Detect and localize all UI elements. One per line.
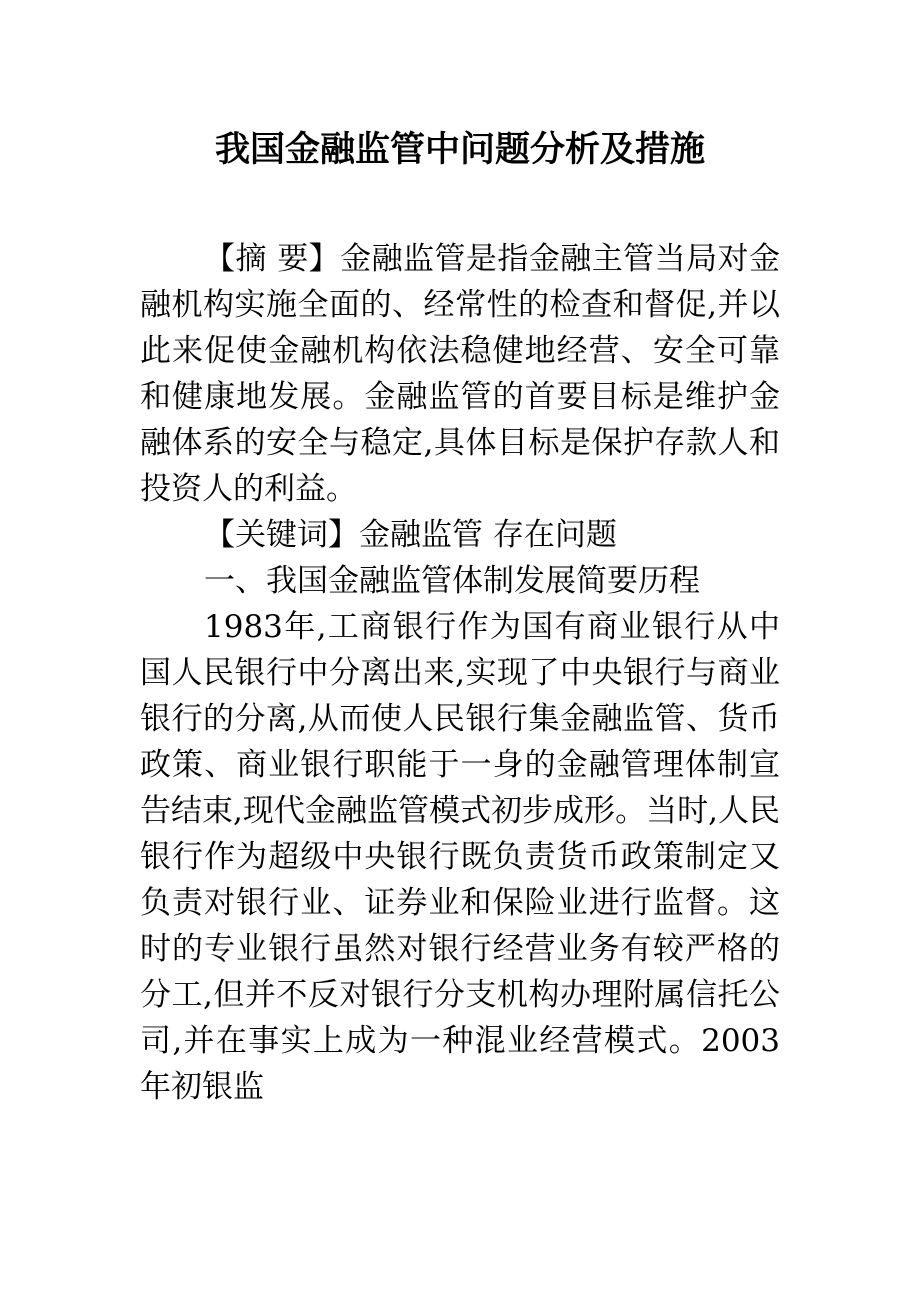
section-heading: 一、我国金融监管体制发展简要历程 bbox=[204, 563, 700, 599]
document-body bbox=[140, 236, 780, 1110]
abstract-paragraph: 【摘 要】金融监管是指金融主管当局对金融机构实施全面的、经常性的检查和督促,并以此来促使金融机构依法稳健地经营、安全可靠和健康地发展。金融监管的首要目标是维护金融体系的安全与稳定,具体目标是保护存款人和投资人的利益。 bbox=[140, 241, 780, 507]
keywords-paragraph: 【关键词】金融监管 存在问题 bbox=[204, 517, 617, 553]
body-paragraph: 1983年,工商银行作为国有商业银行从中国人民银行中分离出来,实现了中央银行与商业银行的分离,从而使人民银行集金融监管、货币政策、商业银行职能于一身的金融管理体制宣告结束,现代金融监管模式初步成形。当时,人民银行作为超级中央银行既负责货币政策制定又负责对银行业、证券业和保险业进行监督。这时的专业银行虽然对银行经营业务有较严格的分工,但并不反对银行分支机构办理附属信托公司,并在事实上成为一种混业经营模式。2003年初银监 bbox=[140, 609, 780, 1105]
document-title: 我国金融监管中问题分析及措施 bbox=[214, 130, 705, 170]
